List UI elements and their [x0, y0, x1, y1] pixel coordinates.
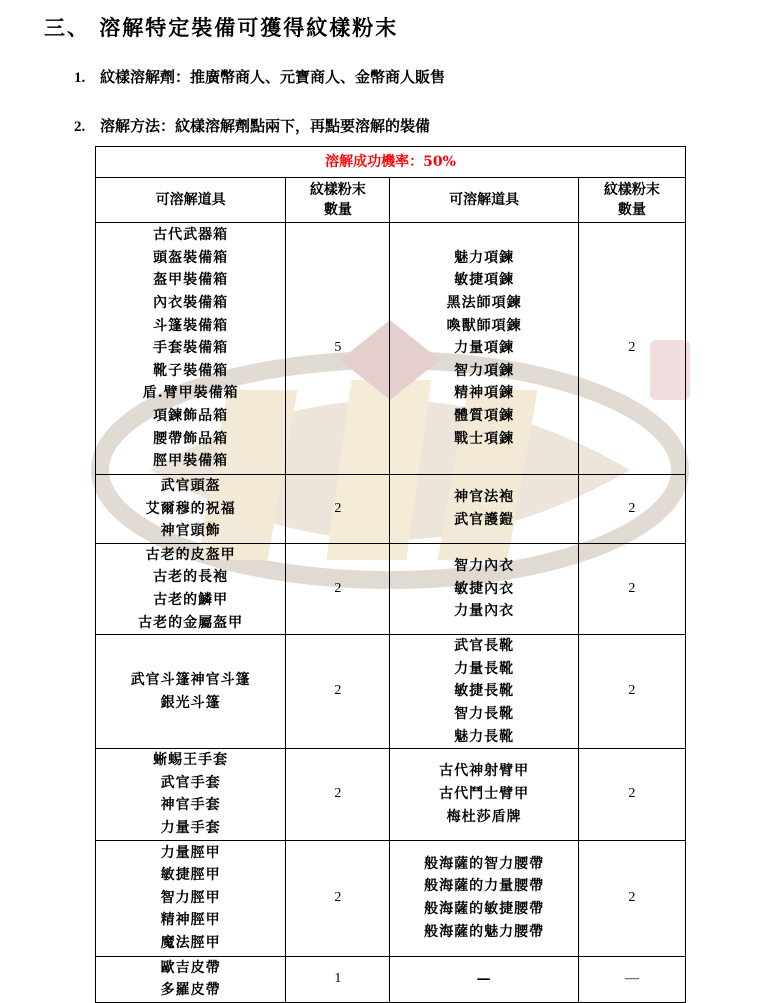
item-name: 武官護鎧: [454, 511, 515, 528]
item-name: 古代鬥士臂甲: [439, 786, 530, 803]
item-name: 斗篷裝備箱: [153, 317, 229, 334]
list-item: [74, 66, 445, 87]
item-name: 力量脛甲: [160, 844, 221, 861]
item-name: 艾爾穆的祝福: [145, 500, 236, 517]
left-qty-cell: 2: [286, 475, 390, 544]
item-name: 敏捷內衣: [454, 580, 515, 597]
item-name: 戰士項鍊: [454, 430, 515, 447]
item-name: 智力內衣: [454, 558, 515, 575]
item-name: —: [476, 970, 492, 987]
item-name: 般海薩的智力腰帶: [424, 855, 545, 872]
item-name: 神官頭飾: [160, 523, 221, 540]
left-qty-cell: 5: [286, 223, 390, 475]
left-qty-cell: 2: [286, 749, 390, 840]
item-name: 智力脛甲: [160, 889, 221, 906]
section-title: 三、 溶解特定裝備可獲得紋樣粉末: [44, 15, 399, 40]
right-qty-cell: 2: [578, 840, 685, 956]
header-item-right: 可溶解道具: [390, 178, 578, 223]
left-items-cell: [96, 749, 286, 840]
item-name: 腰帶飾品箱: [153, 430, 229, 447]
item-name: 手套裝備箱: [153, 340, 229, 357]
item-name: 古老的鱗甲: [153, 591, 229, 608]
dissolve-table: [95, 146, 686, 1003]
left-items-cell: [96, 543, 286, 634]
item-name: 敏捷項鍊: [454, 272, 515, 289]
item-name: 力量長靴: [454, 660, 515, 677]
item-name: 古老的長袍: [153, 569, 229, 586]
list-item: [74, 115, 430, 136]
table-row: [96, 840, 686, 956]
item-name: 脛甲裝備箱: [153, 453, 229, 470]
item-name: 內衣裝備箱: [153, 295, 229, 312]
right-items-cell: [390, 635, 578, 749]
list-text: 溶解方法：紋樣溶解劑點兩下，再點要溶解的裝備: [100, 117, 431, 135]
left-qty-cell: 2: [286, 543, 390, 634]
right-items-cell: [390, 956, 578, 1002]
table-row: [96, 635, 686, 749]
item-name: 體質項鍊: [454, 407, 515, 424]
item-name: 古代武器箱: [153, 227, 229, 244]
header-item-left: 可溶解道具: [96, 178, 286, 223]
item-name: 古老的皮盔甲: [145, 546, 236, 563]
item-name: 力量內衣: [454, 603, 515, 620]
list-number: 1.: [74, 70, 86, 86]
item-name: 靴子裝備箱: [153, 362, 229, 379]
item-name: 神官法袍: [454, 489, 515, 506]
item-name: 智力項鍊: [454, 362, 515, 379]
item-name: 銀光斗篷: [160, 694, 221, 711]
item-name: 歐吉皮帶: [160, 959, 221, 976]
item-name: 梅杜莎盾牌: [446, 808, 522, 825]
left-items-cell: [96, 956, 286, 1002]
table-row: [96, 543, 686, 634]
item-name: 敏捷脛甲: [160, 867, 221, 884]
item-name: 魔法脛甲: [160, 934, 221, 951]
left-qty-cell: 2: [286, 840, 390, 956]
right-items-cell: [390, 749, 578, 840]
item-name: 武官頭盔: [160, 478, 221, 494]
item-name: 般海薩的力量腰帶: [424, 878, 545, 895]
item-name: 喚獸師項鍊: [446, 317, 522, 334]
list-number: 2.: [74, 119, 86, 135]
item-name: 武官長靴: [454, 638, 515, 655]
right-items-cell: [390, 475, 578, 544]
item-name: 多羅皮帶: [160, 982, 221, 999]
right-items-cell: [390, 223, 578, 475]
right-items-cell: [390, 543, 578, 634]
item-name: 蜥蜴王手套: [153, 752, 229, 769]
right-qty-cell: 2: [578, 475, 685, 544]
right-qty-cell: 2: [578, 635, 685, 749]
table-row: [96, 956, 686, 1002]
item-name: 武官手套: [160, 774, 221, 791]
item-name: 魅力長靴: [454, 728, 515, 745]
item-name: 精神脛甲: [160, 912, 221, 929]
header-qty-right: 紋樣粉末 數量: [578, 178, 685, 223]
item-name: 般海薩的敏捷腰帶: [424, 901, 545, 918]
item-name: 精神項鍊: [454, 385, 515, 402]
right-qty-cell: 2: [578, 749, 685, 840]
item-name: 智力長靴: [454, 705, 515, 722]
right-items-cell: [390, 840, 578, 956]
right-qty-cell: 2: [578, 223, 685, 475]
left-qty-cell: 1: [286, 956, 390, 1002]
table-row: [96, 223, 686, 475]
item-name: 力量手套: [160, 819, 221, 836]
item-name: 項鍊飾品箱: [153, 407, 229, 424]
item-name: 古代神射臂甲: [439, 763, 530, 780]
list-text: 紋樣溶解劑：推廣幣商人、元寶商人、金幣商人販售: [100, 68, 446, 86]
item-name: 神官手套: [160, 797, 221, 814]
item-name: 黑法師項鍊: [446, 295, 522, 312]
item-name: 般海薩的魅力腰帶: [424, 923, 545, 940]
left-items-cell: [96, 635, 286, 749]
table-row: [96, 749, 686, 840]
table-row: [96, 475, 686, 544]
item-name: 力量項鍊: [454, 340, 515, 357]
item-name: 盔甲裝備箱: [153, 272, 229, 289]
left-qty-cell: 2: [286, 635, 390, 749]
success-rate: 溶解成功機率：50%: [96, 147, 686, 178]
item-name: 魅力項鍊: [454, 249, 515, 266]
item-name: 敏捷長靴: [454, 683, 515, 700]
left-items-cell: [96, 223, 286, 475]
item-name: 頭盔裝備箱: [153, 249, 229, 266]
item-name: 盾.臂甲裝備箱: [142, 385, 239, 402]
right-qty-cell: 2: [578, 543, 685, 634]
left-items-cell: [96, 840, 286, 956]
right-qty-cell: —: [578, 956, 685, 1002]
header-qty-left: 紋樣粉末 數量: [286, 178, 390, 223]
table-header-row: [96, 178, 686, 223]
item-name: 武官斗篷神官斗篷: [130, 672, 251, 689]
item-name: 古老的金屬盔甲: [138, 614, 244, 631]
left-items-cell: [96, 475, 286, 544]
